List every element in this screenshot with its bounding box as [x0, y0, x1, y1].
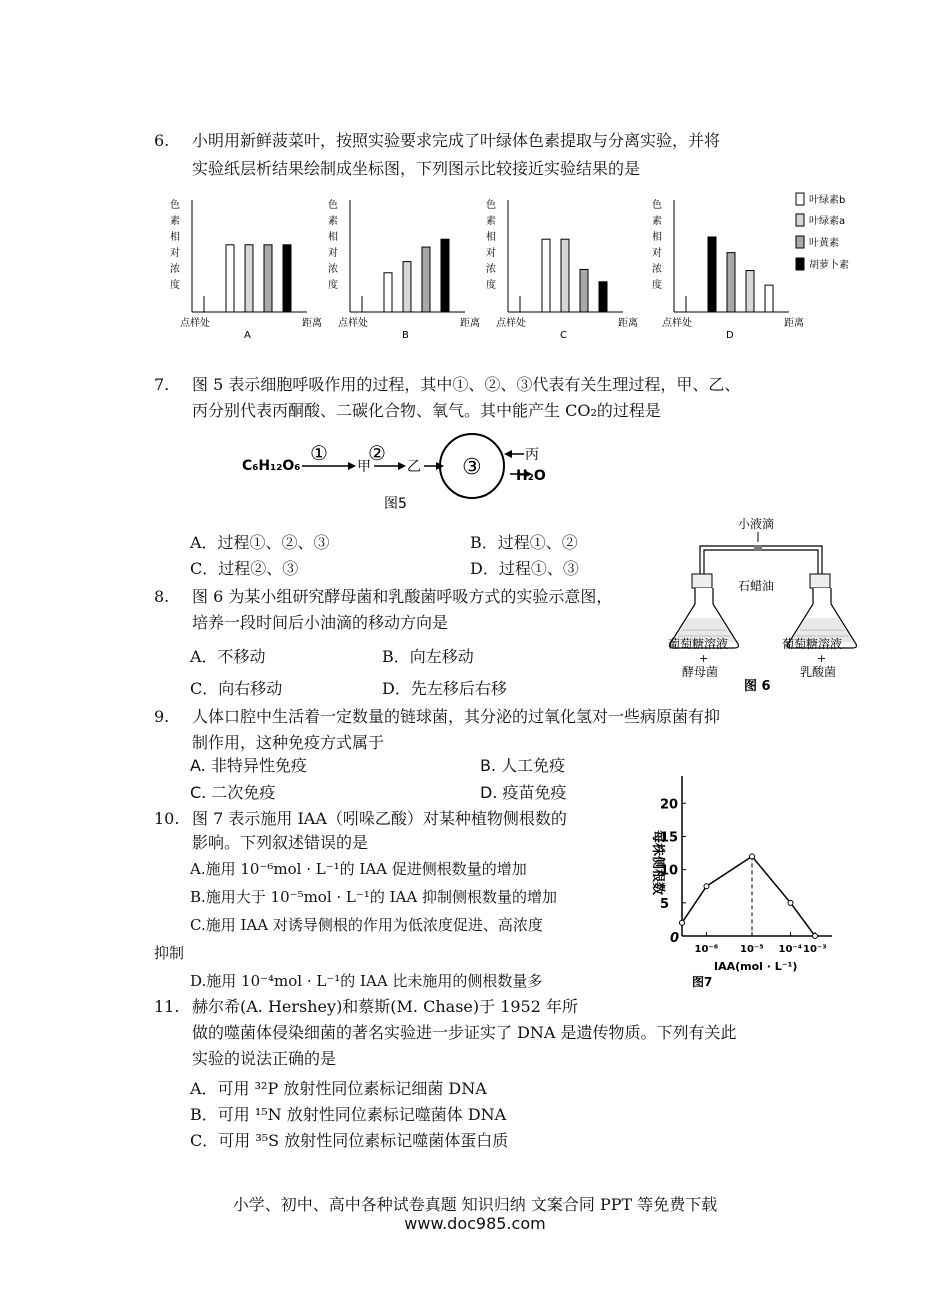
bar-A-2 [264, 245, 272, 312]
ylabel-char: 浓 [652, 264, 662, 275]
legend-label-chlorophyll-a: 叶绿素a [809, 216, 846, 227]
x-end-label: 距离 [460, 318, 480, 329]
bar-chart-C [486, 198, 638, 341]
data-point-0 [680, 920, 685, 925]
y-tick-label: 5 [660, 896, 670, 912]
series-line [682, 856, 815, 936]
ylabel-char: 相 [328, 232, 338, 243]
yi-label: 乙 [407, 459, 421, 475]
q11-text-line3: 实验的说法正确的是 [192, 1049, 337, 1068]
bing-label: 丙 [525, 447, 539, 463]
legend-label-xanthophyll: 叶黄素 [809, 238, 839, 249]
q8-option-d: D．先左移后右移 [382, 679, 507, 698]
legend-label-chlorophyll-b: 叶绿素b [809, 195, 846, 206]
right-flask-label-2: 乳酸菌 [800, 665, 837, 679]
ylabel-char: 素 [486, 216, 496, 227]
q10-option-d: D.施用 10⁻⁴mol · L⁻¹的 IAA 比未施用的侧根数量多 [190, 972, 543, 990]
ylabel-char: 度 [328, 280, 338, 291]
q10-option-c-line1: C.施用 IAA 对诱导侧根的作用为低浓度促进、高浓度 [190, 916, 543, 934]
q10-option-a: A.施用 10⁻⁶mol · L⁻¹的 IAA 促进侧根数量的增加 [190, 860, 527, 878]
q8-option-a: A．不移动 [190, 647, 266, 666]
ylabel-char: 相 [170, 232, 180, 243]
bar-A-1 [245, 245, 253, 312]
small-drop-label: 小液滴 [738, 517, 775, 531]
data-point-2 [750, 854, 755, 859]
bar-C-1 [561, 239, 569, 312]
bar-D-2 [746, 271, 754, 312]
q6-legend [796, 193, 849, 271]
q9-option-b: B. 人工免疫 [480, 756, 566, 775]
legend-swatch-carotene [796, 258, 804, 270]
q10-option-b: B.施用大于 10⁻⁵mol · L⁻¹的 IAA 抑制侧根数量的增加 [190, 888, 557, 906]
data-point-4 [813, 934, 818, 939]
ylabel-char: 对 [652, 248, 662, 259]
q8-number: 8. [154, 587, 170, 606]
q11-option-b: B．可用 ¹⁵N 放射性同位素标记噬菌体 DNA [190, 1105, 507, 1124]
q6-text-line1: 小明用新鲜菠菜叶，按照实验要求完成了叶绿体色素提取与分离实验，并将 [192, 131, 721, 150]
x-origin-label: 点样处 [338, 318, 368, 329]
q9-text-line2: 制作用，这种免疫方式属于 [192, 733, 385, 752]
x-tick-label: 10⁻⁶ [694, 944, 719, 955]
glucose-label: C₆H₁₂O₆ [242, 458, 301, 474]
ylabel-char: 度 [652, 280, 662, 291]
x-end-label: 距离 [302, 318, 322, 329]
ylabel-char: 相 [486, 232, 496, 243]
q10-number: 10. [154, 809, 180, 828]
right-flask-plus: + [817, 652, 827, 665]
q9-option-a: A. 非特异性免疫 [190, 756, 307, 775]
q10-option-c-line2: 抑制 [154, 944, 185, 962]
ylabel-char: 色 [652, 200, 662, 211]
legend-swatch-chlorophyll-a [796, 214, 804, 226]
bar-A-3 [283, 245, 291, 312]
ylabel-char: 对 [170, 248, 180, 259]
ylabel-char: 浓 [328, 264, 338, 275]
y-tick-label: 15 [660, 830, 679, 846]
chart-letter-label: C [560, 330, 567, 341]
q7-option-b: B．过程①、② [470, 533, 578, 552]
q8-text-line2: 培养一段时间后小油滴的移动方向是 [192, 613, 449, 632]
x-tick-label: 10⁻⁵ [740, 944, 764, 955]
bar-B-2 [422, 247, 430, 312]
q7-option-a: A．过程①、②、③ [190, 533, 330, 552]
figure-7-ylabel: 每株侧根数 [650, 830, 665, 896]
figure-7-xlabel: IAA(mol · L⁻¹) [714, 960, 798, 973]
q9-text-line1: 人体口腔中生活着一定数量的链球菌，其分泌的过氧化氢对一些病原菌有抑 [192, 707, 721, 726]
bar-B-3 [441, 239, 449, 312]
q11-text-line1: 赫尔希(A. Hershey)和蔡斯(M. Chase)于 1952 年所 [192, 997, 579, 1016]
x-tick-label: 10⁻³ [803, 944, 827, 955]
ylabel-char: 度 [486, 280, 496, 291]
q7-number: 7. [154, 375, 170, 394]
chart-letter-label: B [402, 330, 409, 341]
figure-5-caption: 图5 [384, 496, 407, 512]
figure-7-caption: 图7 [692, 975, 713, 989]
q6-number: 6. [154, 131, 170, 150]
ylabel-char: 素 [170, 216, 180, 227]
q9-option-c: C. 二次免疫 [190, 783, 276, 802]
y-tick-label: 20 [660, 797, 679, 813]
ylabel-char: 浓 [486, 264, 496, 275]
x-origin-label: 点样处 [662, 318, 692, 329]
figure-5-respiration-diagram [240, 426, 640, 516]
left-flask-label-1: 葡萄糖溶液 [668, 637, 729, 651]
footer-line1: 小学、初中、高中各种试卷真题 知识归纳 文案合同 PPT 等免费下载 [232, 1195, 718, 1214]
bar-C-3 [599, 282, 607, 312]
bar-chart-B [328, 198, 480, 341]
data-point-1 [704, 884, 709, 889]
ylabel-char: 度 [170, 280, 180, 291]
q11-option-a: A．可用 ³²P 放射性同位素标记细菌 DNA [190, 1079, 487, 1098]
q6-bar-charts [0, 190, 950, 350]
step2-label: ② [368, 441, 386, 465]
q6-text-line2: 实验纸层析结果绘制成坐标图，下列图示比较接近实验结果的是 [192, 159, 641, 178]
ylabel-char: 色 [486, 200, 496, 211]
ylabel-char: 浓 [170, 264, 180, 275]
left-flask-label-2: 酵母菌 [682, 665, 719, 679]
q11-text-line2: 做的噬菌体侵染细菌的著名实验进一步证实了 DNA 是遗传物质。下列有关此 [192, 1023, 737, 1042]
bar-B-0 [384, 273, 392, 312]
q10-text-line1: 图 7 表示施用 IAA（吲哚乙酸）对某种植物侧根数的 [192, 809, 567, 828]
bar-chart-D [652, 198, 804, 341]
q7-option-d: D．过程①、③ [470, 559, 579, 578]
x-tick-label: 10⁻⁴ [778, 944, 803, 955]
q8-option-c: C．向右移动 [190, 679, 283, 698]
legend-swatch-xanthophyll [796, 236, 804, 248]
figure-7-iaa-line-chart [640, 770, 840, 1000]
ylabel-char: 素 [652, 216, 662, 227]
figure-6-flask-apparatus [662, 514, 872, 694]
bar-chart-A [170, 198, 322, 341]
x-origin-label: 点样处 [180, 318, 210, 329]
bar-C-0 [542, 239, 550, 312]
water-label: H₂O [516, 468, 546, 484]
bar-D-3 [765, 285, 773, 312]
ylabel-char: 相 [652, 232, 662, 243]
paraffin-oil-label: 石蜡油 [738, 579, 775, 593]
q7-text-line2: 丙分别代表丙酮酸、二碳化合物、氧气。其中能产生 CO₂的过程是 [192, 401, 661, 420]
jia-label: 甲 [357, 459, 371, 475]
bar-D-1 [727, 253, 735, 312]
y-tick-label: 10 [660, 863, 679, 879]
bar-D-0 [708, 237, 716, 312]
step1-label: ① [310, 441, 328, 465]
x-end-label: 距离 [784, 318, 804, 329]
figure-7-origin: 0 [670, 931, 680, 946]
legend-label-carotene: 胡萝卜素 [809, 260, 849, 271]
q7-option-c: C．过程②、③ [190, 559, 299, 578]
q11-option-c: C．可用 ³⁵S 放射性同位素标记噬菌体蛋白质 [190, 1131, 509, 1150]
left-flask-plus: + [699, 652, 709, 665]
step3-label: ③ [462, 455, 482, 480]
ylabel-char: 色 [170, 200, 180, 211]
chart-letter-label: A [244, 330, 251, 341]
right-flask-label-1: 葡萄糖溶液 [782, 637, 843, 651]
q8-text-line1: 图 6 为某小组研究酵母菌和乳酸菌呼吸方式的实验示意图， [192, 587, 613, 606]
q9-number: 9. [154, 707, 170, 726]
q8-option-b: B．向左移动 [382, 647, 474, 666]
bar-B-1 [403, 262, 411, 312]
bar-C-2 [580, 269, 588, 312]
chart-letter-label: D [726, 330, 734, 341]
ylabel-char: 色 [328, 200, 338, 211]
legend-swatch-chlorophyll-b [796, 193, 804, 205]
data-point-3 [788, 900, 793, 905]
q9-option-d: D. 疫苗免疫 [480, 783, 567, 802]
q7-text-line1: 图 5 表示细胞呼吸作用的过程，其中①、②、③代表有关生理过程，甲、乙、 [192, 375, 741, 394]
q10-text-line2: 影响。下列叙述错误的是 [192, 833, 369, 852]
ylabel-char: 素 [328, 216, 338, 227]
footer-link[interactable]: www.doc985.com [404, 1214, 546, 1233]
ylabel-char: 对 [486, 248, 496, 259]
q11-number: 11. [154, 997, 180, 1016]
figure-6-caption: 图 6 [744, 679, 771, 694]
bar-A-0 [226, 245, 234, 312]
x-origin-label: 点样处 [496, 318, 526, 329]
ylabel-char: 对 [328, 248, 338, 259]
x-end-label: 距离 [618, 318, 638, 329]
